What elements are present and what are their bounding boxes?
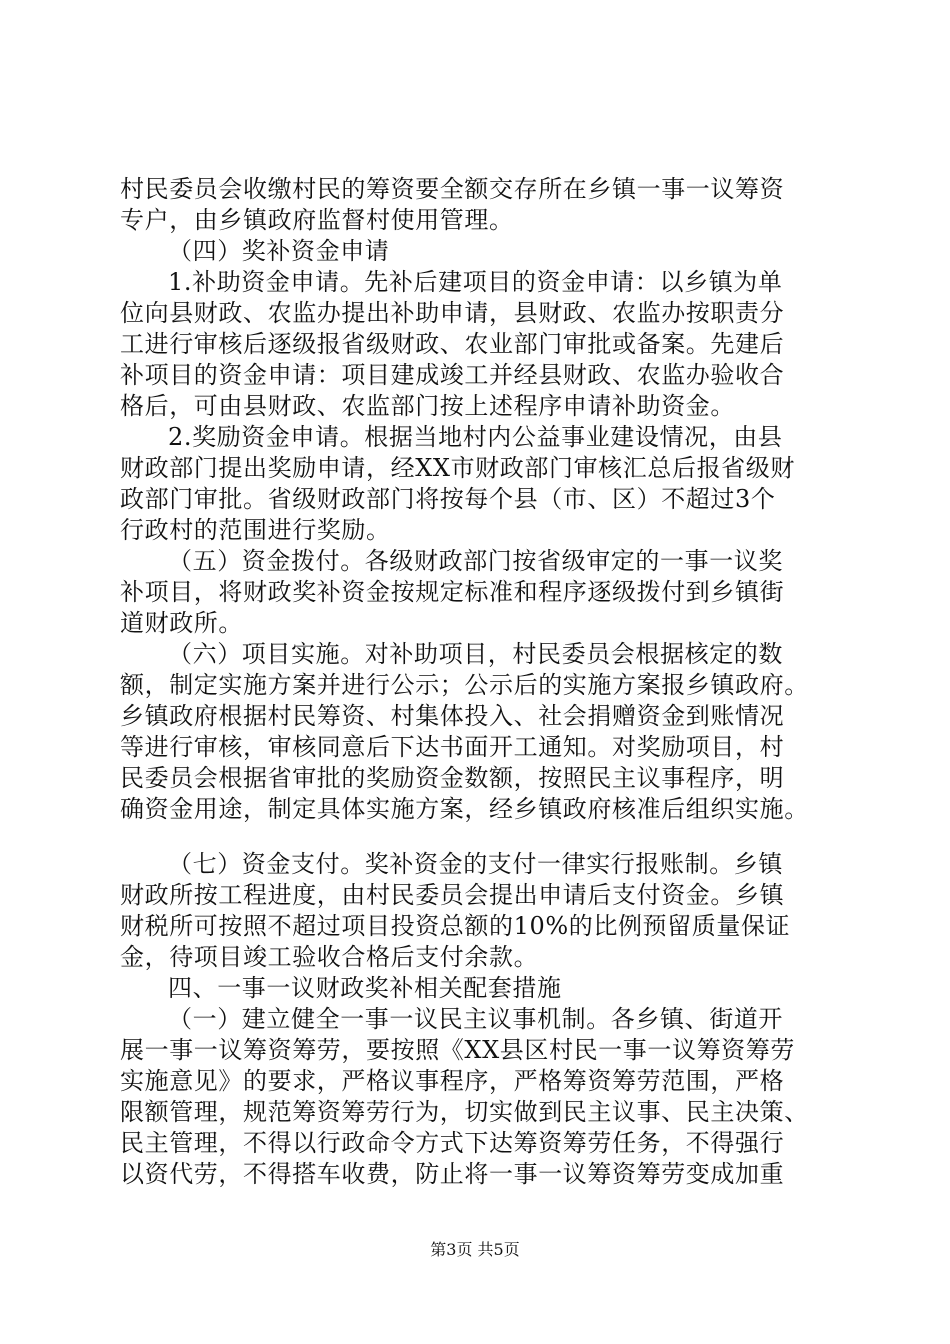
paragraph-start: （七）资金支付。奖补资金的支付一律实行报账制。乡镇: [168, 850, 783, 878]
text-line: 行政村的范围进行奖励。: [120, 516, 391, 544]
text-line: 格后，可由县财政、农监部门按上述程序申请补助资金。: [120, 392, 735, 420]
text-line: 额，制定实施方案并进行公示；公示后的实施方案报乡镇政府。: [120, 671, 809, 699]
text-line: 财政所按工程进度，由村民委员会提出申请后支付资金。乡镇: [120, 881, 785, 909]
text-line: 村民委员会收缴村民的筹资要全额交存所在乡镇一事一议筹资: [120, 175, 785, 203]
text-line: 位向县财政、农监办提出补助申请，县财政、农监办按职责分: [120, 299, 785, 327]
text-line: 民委员会根据省审批的奖励资金数额，按照民主议事程序，明: [120, 764, 785, 792]
paragraph-start: 2.奖励资金申请。根据当地村内公益事业建设情况，由县: [168, 423, 783, 451]
text-line: 等进行审核，审核同意后下达书面开工通知。对奖励项目，村: [120, 733, 785, 761]
text-line: 民主管理，不得以行政命令方式下达筹资筹劳任务，不得强行: [120, 1129, 785, 1157]
text-line: 道财政所。: [120, 609, 243, 637]
text-line: 财政部门提出奖励申请，经XX市财政部门审核汇总后报省级财: [120, 454, 795, 482]
text-line: 工进行审核后逐级报省级财政、农业部门审批或备案。先建后: [120, 330, 785, 358]
paragraph-gap: [120, 825, 832, 849]
document-body: [120, 174, 832, 1190]
text-line: 实施意见》的要求，严格议事程序，严格筹资筹劳范围，严格: [120, 1067, 785, 1095]
text-line: 补项目的资金申请：项目建成竣工并经县财政、农监办验收合: [120, 361, 785, 389]
text-line: 财税所可按照不超过项目投资总额的10%的比例预留质量保证: [120, 912, 791, 940]
text-line: 补项目，将财政奖补资金按规定标准和程序逐级拨付到乡镇街: [120, 578, 785, 606]
text-line: 乡镇政府根据村民筹资、村集体投入、社会捐赠资金到账情况: [120, 702, 785, 730]
paragraph-start: （六）项目实施。对补助项目，村民委员会根据核定的数: [168, 640, 783, 668]
text-line: 展一事一议筹资筹劳，要按照《XX县区村民一事一议筹资筹劳: [120, 1036, 795, 1064]
section-heading: （四）奖补资金申请: [168, 237, 390, 265]
text-line: 以资代劳，不得搭车收费，防止将一事一议筹资筹劳变成加重: [120, 1160, 785, 1188]
page-number-footer: 第3页 共5页: [430, 1240, 520, 1259]
section-heading: 四、一事一议财政奖补相关配套措施: [168, 974, 562, 1002]
text-line: 金，待项目竣工验收合格后支付余款。: [120, 943, 539, 971]
text-line: 政部门审批。省级财政部门将按每个县（市、区）不超过3个: [120, 485, 776, 513]
text-line: 确资金用途，制定具体实施方案，经乡镇政府核准后组织实施。: [120, 795, 809, 823]
paragraph-start: 1.补助资金申请。先补后建项目的资金申请：以乡镇为单: [168, 268, 783, 296]
paragraph-start: （五）资金拨付。各级财政部门按省级审定的一事一议奖: [168, 547, 783, 575]
text-line: 专户，由乡镇政府监督村使用管理。: [120, 206, 514, 234]
paragraph-start: （一）建立健全一事一议民主议事机制。各乡镇、街道开: [168, 1005, 783, 1033]
text-line: 限额管理，规范筹资筹劳行为，切实做到民主议事、民主决策、: [120, 1098, 809, 1126]
